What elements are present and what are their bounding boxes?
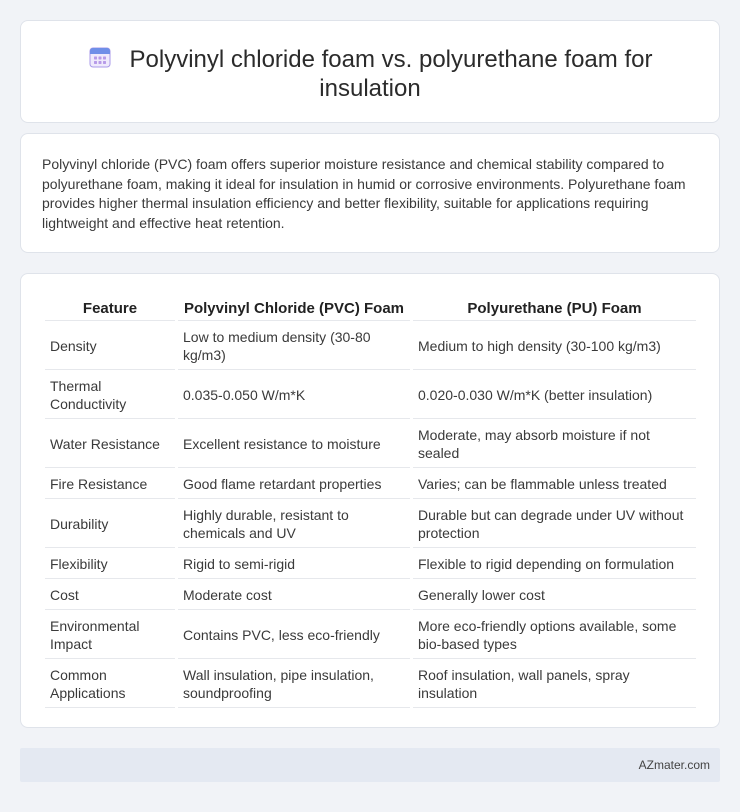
table-row <box>45 661 696 708</box>
table-row <box>45 323 696 370</box>
feature-cell: Flexibility <box>45 550 175 579</box>
feature-cell: Fire Resistance <box>45 470 175 499</box>
pu-cell: Varies; can be flammable unless treated <box>413 470 696 499</box>
pu-cell: Flexible to rigid depending on formulation <box>413 550 696 579</box>
pvc-cell: Moderate cost <box>178 581 410 610</box>
table-row <box>45 470 696 499</box>
pvc-cell: Wall insulation, pipe insulation, soundproofing <box>178 661 410 708</box>
pu-cell: Durable but can degrade under UV without protection <box>413 501 696 548</box>
summary-card <box>20 133 720 253</box>
table-row <box>45 612 696 659</box>
table-card <box>20 273 720 728</box>
title-card <box>20 20 720 123</box>
feature-cell: Common Applications <box>45 661 175 708</box>
pvc-cell: 0.035-0.050 W/m*K <box>178 372 410 419</box>
pvc-cell: Highly durable, resistant to chemicals and UV <box>178 501 410 548</box>
table-row <box>45 550 696 579</box>
page-title: Polyvinyl chloride foam vs. polyurethane foam for insulation <box>129 46 653 102</box>
pvc-cell: Rigid to semi-rigid <box>178 550 410 579</box>
header-pvc: Polyvinyl Chloride (PVC) Foam <box>178 298 410 321</box>
header-feature: Feature <box>45 298 175 321</box>
pvc-cell: Good flame retardant properties <box>178 470 410 499</box>
feature-cell: Durability <box>45 501 175 548</box>
feature-cell: Water Resistance <box>45 421 175 468</box>
footer-brand[interactable]: AZmater.com <box>638 758 710 772</box>
feature-cell: Cost <box>45 581 175 610</box>
table-row <box>45 372 696 419</box>
table-row <box>45 421 696 468</box>
pu-cell: Moderate, may absorb moisture if not sealed <box>413 421 696 468</box>
table-row <box>45 581 696 610</box>
table-row <box>45 501 696 548</box>
pu-cell: Medium to high density (30-100 kg/m3) <box>413 323 696 370</box>
feature-cell: Environmental Impact <box>45 612 175 659</box>
pvc-cell: Excellent resistance to moisture <box>178 421 410 468</box>
pu-cell: More eco-friendly options available, some bio-based types <box>413 612 696 659</box>
calendar-icon <box>88 45 112 69</box>
comparison-table <box>42 296 699 710</box>
feature-cell: Density <box>45 323 175 370</box>
header-pu: Polyurethane (PU) Foam <box>413 298 696 321</box>
pu-cell: Generally lower cost <box>413 581 696 610</box>
feature-cell: Thermal Conductivity <box>45 372 175 419</box>
page-title-wrap <box>81 45 659 103</box>
pvc-cell: Contains PVC, less eco-friendly <box>178 612 410 659</box>
summary-text: Polyvinyl chloride (PVC) foam offers superior moisture resistance and chemical stability compared to polyurethane foam, making it ideal for insulation in humid or corrosive environments. Polyurethane foam provides higher thermal insulation efficiency and better flexibility, suitable for applications requiring lightweight and effective heat retention. <box>42 156 686 231</box>
footer-bar <box>20 748 720 782</box>
pvc-cell: Low to medium density (30-80 kg/m3) <box>178 323 410 370</box>
pu-cell: Roof insulation, wall panels, spray insulation <box>413 661 696 708</box>
table-header-row <box>45 298 696 321</box>
pu-cell: 0.020-0.030 W/m*K (better insulation) <box>413 372 696 419</box>
